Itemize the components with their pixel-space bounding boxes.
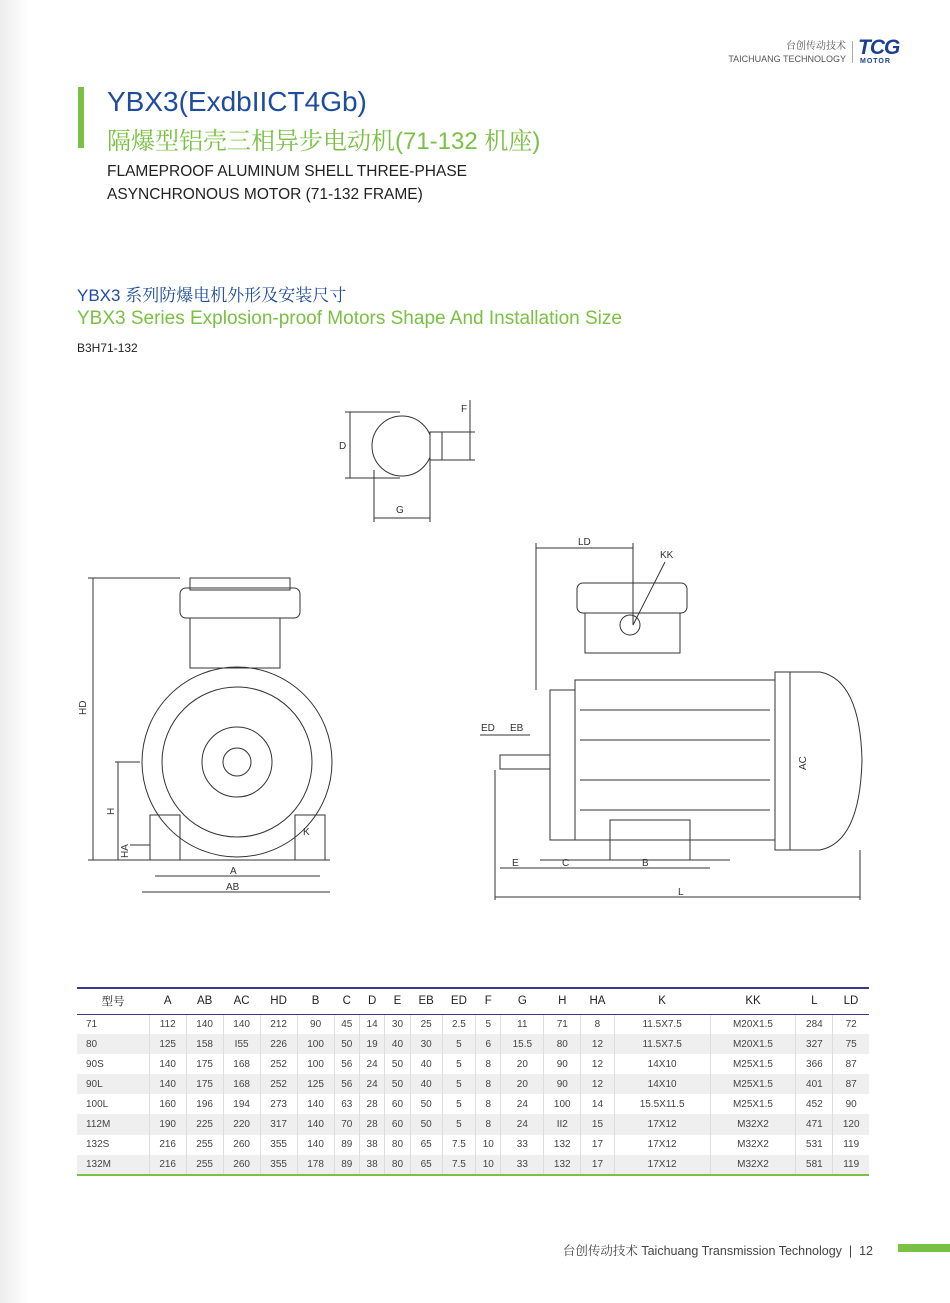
- label-C: C: [562, 858, 570, 869]
- table-cell: 8: [476, 1114, 501, 1134]
- table-row: [77, 1135, 869, 1155]
- table-cell: 581: [796, 1155, 833, 1175]
- table-row: [77, 1014, 869, 1034]
- table-cell: 90: [544, 1074, 581, 1094]
- table-cell: 471: [796, 1114, 833, 1134]
- table-cell: 80: [544, 1034, 581, 1054]
- table-cell: 125: [297, 1074, 334, 1094]
- table-cell: 226: [260, 1034, 297, 1054]
- column-header: AC: [223, 988, 260, 1014]
- table-cell: 168: [223, 1074, 260, 1094]
- column-header: L: [796, 988, 833, 1014]
- column-header: HA: [581, 988, 614, 1014]
- table-cell: 7.5: [442, 1135, 475, 1155]
- table-cell: 17: [581, 1135, 614, 1155]
- table-cell: 119: [833, 1135, 869, 1155]
- table-cell: 56: [334, 1054, 359, 1074]
- table-cell: 28: [359, 1094, 384, 1114]
- table-cell: 65: [410, 1155, 442, 1175]
- table-cell: 140: [297, 1094, 334, 1114]
- table-cell: 90L: [77, 1074, 149, 1094]
- table-cell: 14X10: [614, 1074, 710, 1094]
- table-cell: 65: [410, 1135, 442, 1155]
- table-cell: II2: [544, 1114, 581, 1134]
- table-cell: 20: [501, 1074, 544, 1094]
- table-cell: 260: [223, 1155, 260, 1175]
- column-header: D: [359, 988, 384, 1014]
- table-cell: 90: [297, 1014, 334, 1034]
- column-header: F: [476, 988, 501, 1014]
- table-cell: 175: [186, 1074, 223, 1094]
- column-header: G: [501, 988, 544, 1014]
- table-cell: 355: [260, 1155, 297, 1175]
- table-cell: 14X10: [614, 1054, 710, 1074]
- column-header: H: [544, 988, 581, 1014]
- brand-cn: 台创传动技术: [786, 41, 846, 52]
- table-cell: 317: [260, 1114, 297, 1134]
- table-cell: 8: [476, 1094, 501, 1114]
- table-cell: 71: [544, 1014, 581, 1034]
- table-cell: 255: [186, 1135, 223, 1155]
- table-cell: 260: [223, 1135, 260, 1155]
- footer: [563, 1241, 873, 1259]
- table-cell: 28: [359, 1114, 384, 1134]
- table-cell: 17: [581, 1155, 614, 1175]
- table-cell: 252: [260, 1074, 297, 1094]
- column-header: KK: [710, 988, 796, 1014]
- table-cell: 40: [410, 1054, 442, 1074]
- table-cell: 531: [796, 1135, 833, 1155]
- table-cell: 194: [223, 1094, 260, 1114]
- section-title-en: YBX3 Series Explosion-proof Motors Shape And Installation Size: [77, 308, 622, 329]
- table-cell: 140: [297, 1114, 334, 1134]
- label-F: F: [461, 404, 468, 415]
- table-cell: 178: [297, 1155, 334, 1175]
- model-title: YBX3(ExdbIICT4Gb): [107, 86, 367, 117]
- table-cell: 168: [223, 1054, 260, 1074]
- table-cell: 17X12: [614, 1155, 710, 1175]
- table-cell: 33: [501, 1135, 544, 1155]
- table-cell: 220: [223, 1114, 260, 1134]
- side-view-drawing: [480, 537, 862, 900]
- column-header: B: [297, 988, 334, 1014]
- table-cell: 15.5X11.5: [614, 1094, 710, 1114]
- table-cell: 401: [796, 1074, 833, 1094]
- frame-code: B3H71-132: [77, 341, 138, 355]
- table-cell: 140: [223, 1014, 260, 1034]
- table-cell: 132M: [77, 1155, 149, 1175]
- title-en-line1: FLAMEPROOF ALUMINUM SHELL THREE-PHASE: [107, 163, 468, 180]
- table-cell: 17X12: [614, 1114, 710, 1134]
- table-cell: 30: [385, 1014, 410, 1034]
- table-cell: 5: [476, 1014, 501, 1034]
- column-header: ED: [442, 988, 475, 1014]
- table-cell: 50: [385, 1074, 410, 1094]
- table-cell: 24: [359, 1054, 384, 1074]
- table-cell: 14: [359, 1014, 384, 1034]
- column-header: A: [149, 988, 186, 1014]
- table-cell: M25X1.5: [710, 1074, 796, 1094]
- table-cell: M20X1.5: [710, 1034, 796, 1054]
- table-cell: 80: [385, 1155, 410, 1175]
- table-cell: 158: [186, 1034, 223, 1054]
- table-cell: 24: [359, 1074, 384, 1094]
- table-row: [77, 1074, 869, 1094]
- table-cell: 284: [796, 1014, 833, 1034]
- label-AB: AB: [226, 882, 240, 893]
- table-cell: 196: [186, 1094, 223, 1114]
- title-cn: 隔爆型铝壳三相异步电动机(71-132 机座): [107, 128, 541, 155]
- label-D: D: [339, 441, 347, 452]
- table-cell: 60: [385, 1094, 410, 1114]
- table-cell: 89: [334, 1135, 359, 1155]
- table-cell: 132: [544, 1135, 581, 1155]
- table-cell: M20X1.5: [710, 1014, 796, 1034]
- table-cell: 6: [476, 1034, 501, 1054]
- table-cell: 140: [297, 1135, 334, 1155]
- footer-accent-bar: [898, 1244, 950, 1252]
- table-cell: 132S: [86, 1139, 110, 1151]
- table-cell: 50: [385, 1054, 410, 1074]
- table-cell: 33: [501, 1155, 544, 1175]
- column-header: LD: [833, 988, 869, 1014]
- table-cell: 40: [385, 1034, 410, 1054]
- table-cell: 216: [149, 1135, 186, 1155]
- table-cell: M32X2: [710, 1135, 796, 1155]
- label-H: H: [106, 807, 117, 815]
- table-cell: 12: [581, 1074, 614, 1094]
- column-header: HD: [260, 988, 297, 1014]
- table-cell: 15.5: [501, 1034, 544, 1054]
- table-cell: 38: [359, 1135, 384, 1155]
- footer-sep: |: [848, 1244, 853, 1258]
- table-cell: 355: [260, 1135, 297, 1155]
- table-cell: 12: [581, 1034, 614, 1054]
- table-header-row: [77, 988, 869, 1014]
- table-cell: 2.5: [442, 1014, 475, 1034]
- table-cell: 8: [581, 1014, 614, 1034]
- label-LD: LD: [578, 537, 591, 548]
- table-cell: 10: [476, 1155, 501, 1175]
- table-cell: 327: [796, 1034, 833, 1054]
- table-cell: 5: [442, 1094, 475, 1114]
- table-cell: 87: [833, 1054, 869, 1074]
- table-cell: 273: [260, 1094, 297, 1114]
- table-cell: 24: [501, 1114, 544, 1134]
- label-A: A: [230, 866, 237, 877]
- column-header: E: [385, 988, 410, 1014]
- table-cell: M25X1.5: [710, 1054, 796, 1074]
- table-cell: M25X1.5: [710, 1094, 796, 1114]
- table-cell: I55: [223, 1034, 260, 1054]
- table-cell: 17X12: [614, 1135, 710, 1155]
- table-cell: 8: [476, 1054, 501, 1074]
- table-cell: 120: [833, 1114, 869, 1134]
- table-cell: 8: [476, 1074, 501, 1094]
- table-cell: 45: [334, 1014, 359, 1034]
- table-cell: 90S: [86, 1058, 104, 1070]
- table-cell: 10: [476, 1135, 501, 1155]
- table-cell: 11: [501, 1014, 544, 1034]
- table-cell: 5: [442, 1074, 475, 1094]
- table-cell: 11.5X7.5: [614, 1014, 710, 1034]
- column-header: K: [614, 988, 710, 1014]
- table-row: [77, 1114, 869, 1134]
- table-cell: 60: [385, 1114, 410, 1134]
- table-cell: 175: [186, 1054, 223, 1074]
- table-cell: 100: [297, 1054, 334, 1074]
- table-cell: 225: [186, 1114, 223, 1134]
- label-AC: AC: [798, 756, 809, 770]
- table-cell: 5: [442, 1034, 475, 1054]
- table-cell: 90: [833, 1094, 869, 1114]
- front-view-drawing: [78, 578, 332, 893]
- table-cell: 56: [334, 1074, 359, 1094]
- column-header: 型号: [77, 988, 149, 1014]
- label-B: B: [642, 858, 649, 869]
- table-cell: 50: [410, 1094, 442, 1114]
- table-row: [77, 1094, 869, 1114]
- table-cell: 132: [544, 1155, 581, 1175]
- table-cell: 72: [833, 1014, 869, 1034]
- shaft-section-drawing: [339, 400, 475, 522]
- table-cell: 140: [186, 1014, 223, 1034]
- table-cell: 14: [581, 1094, 614, 1114]
- brand-en: TAICHUANG TECHNOLOGY: [728, 54, 846, 64]
- table-cell: 100L: [86, 1098, 109, 1110]
- logo-text: TCG: [858, 36, 900, 59]
- table-cell: 87: [833, 1074, 869, 1094]
- table-row: [77, 1054, 869, 1074]
- title-en-line2: ASYNCHRONOUS MOTOR (71-132 FRAME): [107, 186, 423, 203]
- table-cell: 38: [359, 1155, 384, 1175]
- table-cell: 216: [149, 1155, 186, 1175]
- table-cell: 119: [833, 1155, 869, 1175]
- table-cell: 40: [410, 1074, 442, 1094]
- label-EB: EB: [510, 723, 524, 734]
- table-cell: 452: [796, 1094, 833, 1114]
- table-cell: 90: [544, 1054, 581, 1074]
- table-cell: 125: [149, 1034, 186, 1054]
- table-cell: 80: [77, 1034, 149, 1054]
- table-cell: 112: [149, 1014, 186, 1034]
- table-cell: 12: [581, 1054, 614, 1074]
- table-cell: 5: [442, 1054, 475, 1074]
- column-header: AB: [186, 988, 223, 1014]
- table-cell: 15: [581, 1114, 614, 1134]
- table-cell: 80: [385, 1135, 410, 1155]
- table-cell: M32X2: [710, 1155, 796, 1175]
- table-row: [77, 1034, 869, 1054]
- label-ED: ED: [481, 723, 495, 734]
- table-cell: 190: [149, 1114, 186, 1134]
- table-cell: 140: [149, 1054, 186, 1074]
- table-cell: 7.5: [442, 1155, 475, 1175]
- table-cell: 89: [334, 1155, 359, 1175]
- label-KK: KK: [660, 550, 674, 561]
- table-cell: 24: [501, 1094, 544, 1114]
- table-cell: 212: [260, 1014, 297, 1034]
- table-cell: 160: [149, 1094, 186, 1114]
- table-cell: 30: [410, 1034, 442, 1054]
- table-cell: 100: [544, 1094, 581, 1114]
- table-cell: 63: [334, 1094, 359, 1114]
- table-cell: 20: [501, 1054, 544, 1074]
- table-cell: 11.5X7.5: [614, 1034, 710, 1054]
- table-cell: 5: [442, 1114, 475, 1134]
- label-G: G: [396, 505, 404, 516]
- table-cell: 252: [260, 1054, 297, 1074]
- table-cell: 25: [410, 1014, 442, 1034]
- table-cell: 366: [796, 1054, 833, 1074]
- page-number: 12: [859, 1244, 873, 1258]
- label-HA: HA: [120, 844, 131, 858]
- column-header: EB: [410, 988, 442, 1014]
- table-cell: 71: [86, 1018, 98, 1030]
- table-cell: 75: [833, 1034, 869, 1054]
- label-E: E: [512, 858, 519, 869]
- table-cell: 255: [186, 1155, 223, 1175]
- table-cell: 19: [359, 1034, 384, 1054]
- label-K: K: [303, 827, 310, 838]
- table-cell: 50: [334, 1034, 359, 1054]
- table-cell: 112M: [77, 1114, 149, 1134]
- logo-sub: MOTOR: [860, 58, 891, 65]
- table-cell: 140: [149, 1074, 186, 1094]
- table-cell: 50: [410, 1114, 442, 1134]
- table-cell: 70: [334, 1114, 359, 1134]
- table-row: [77, 1155, 869, 1175]
- table-cell: 100: [297, 1034, 334, 1054]
- footer-text: 台创传动技术 Taichuang Transmission Technology: [562, 1244, 842, 1258]
- section-title-cn: YBX3 系列防爆电机外形及安装尺寸: [77, 286, 347, 305]
- label-L: L: [678, 887, 684, 898]
- dimension-table: [77, 987, 869, 1176]
- table-cell: M32X2: [710, 1114, 796, 1134]
- column-header: C: [334, 988, 359, 1014]
- label-HD: HD: [78, 700, 89, 715]
